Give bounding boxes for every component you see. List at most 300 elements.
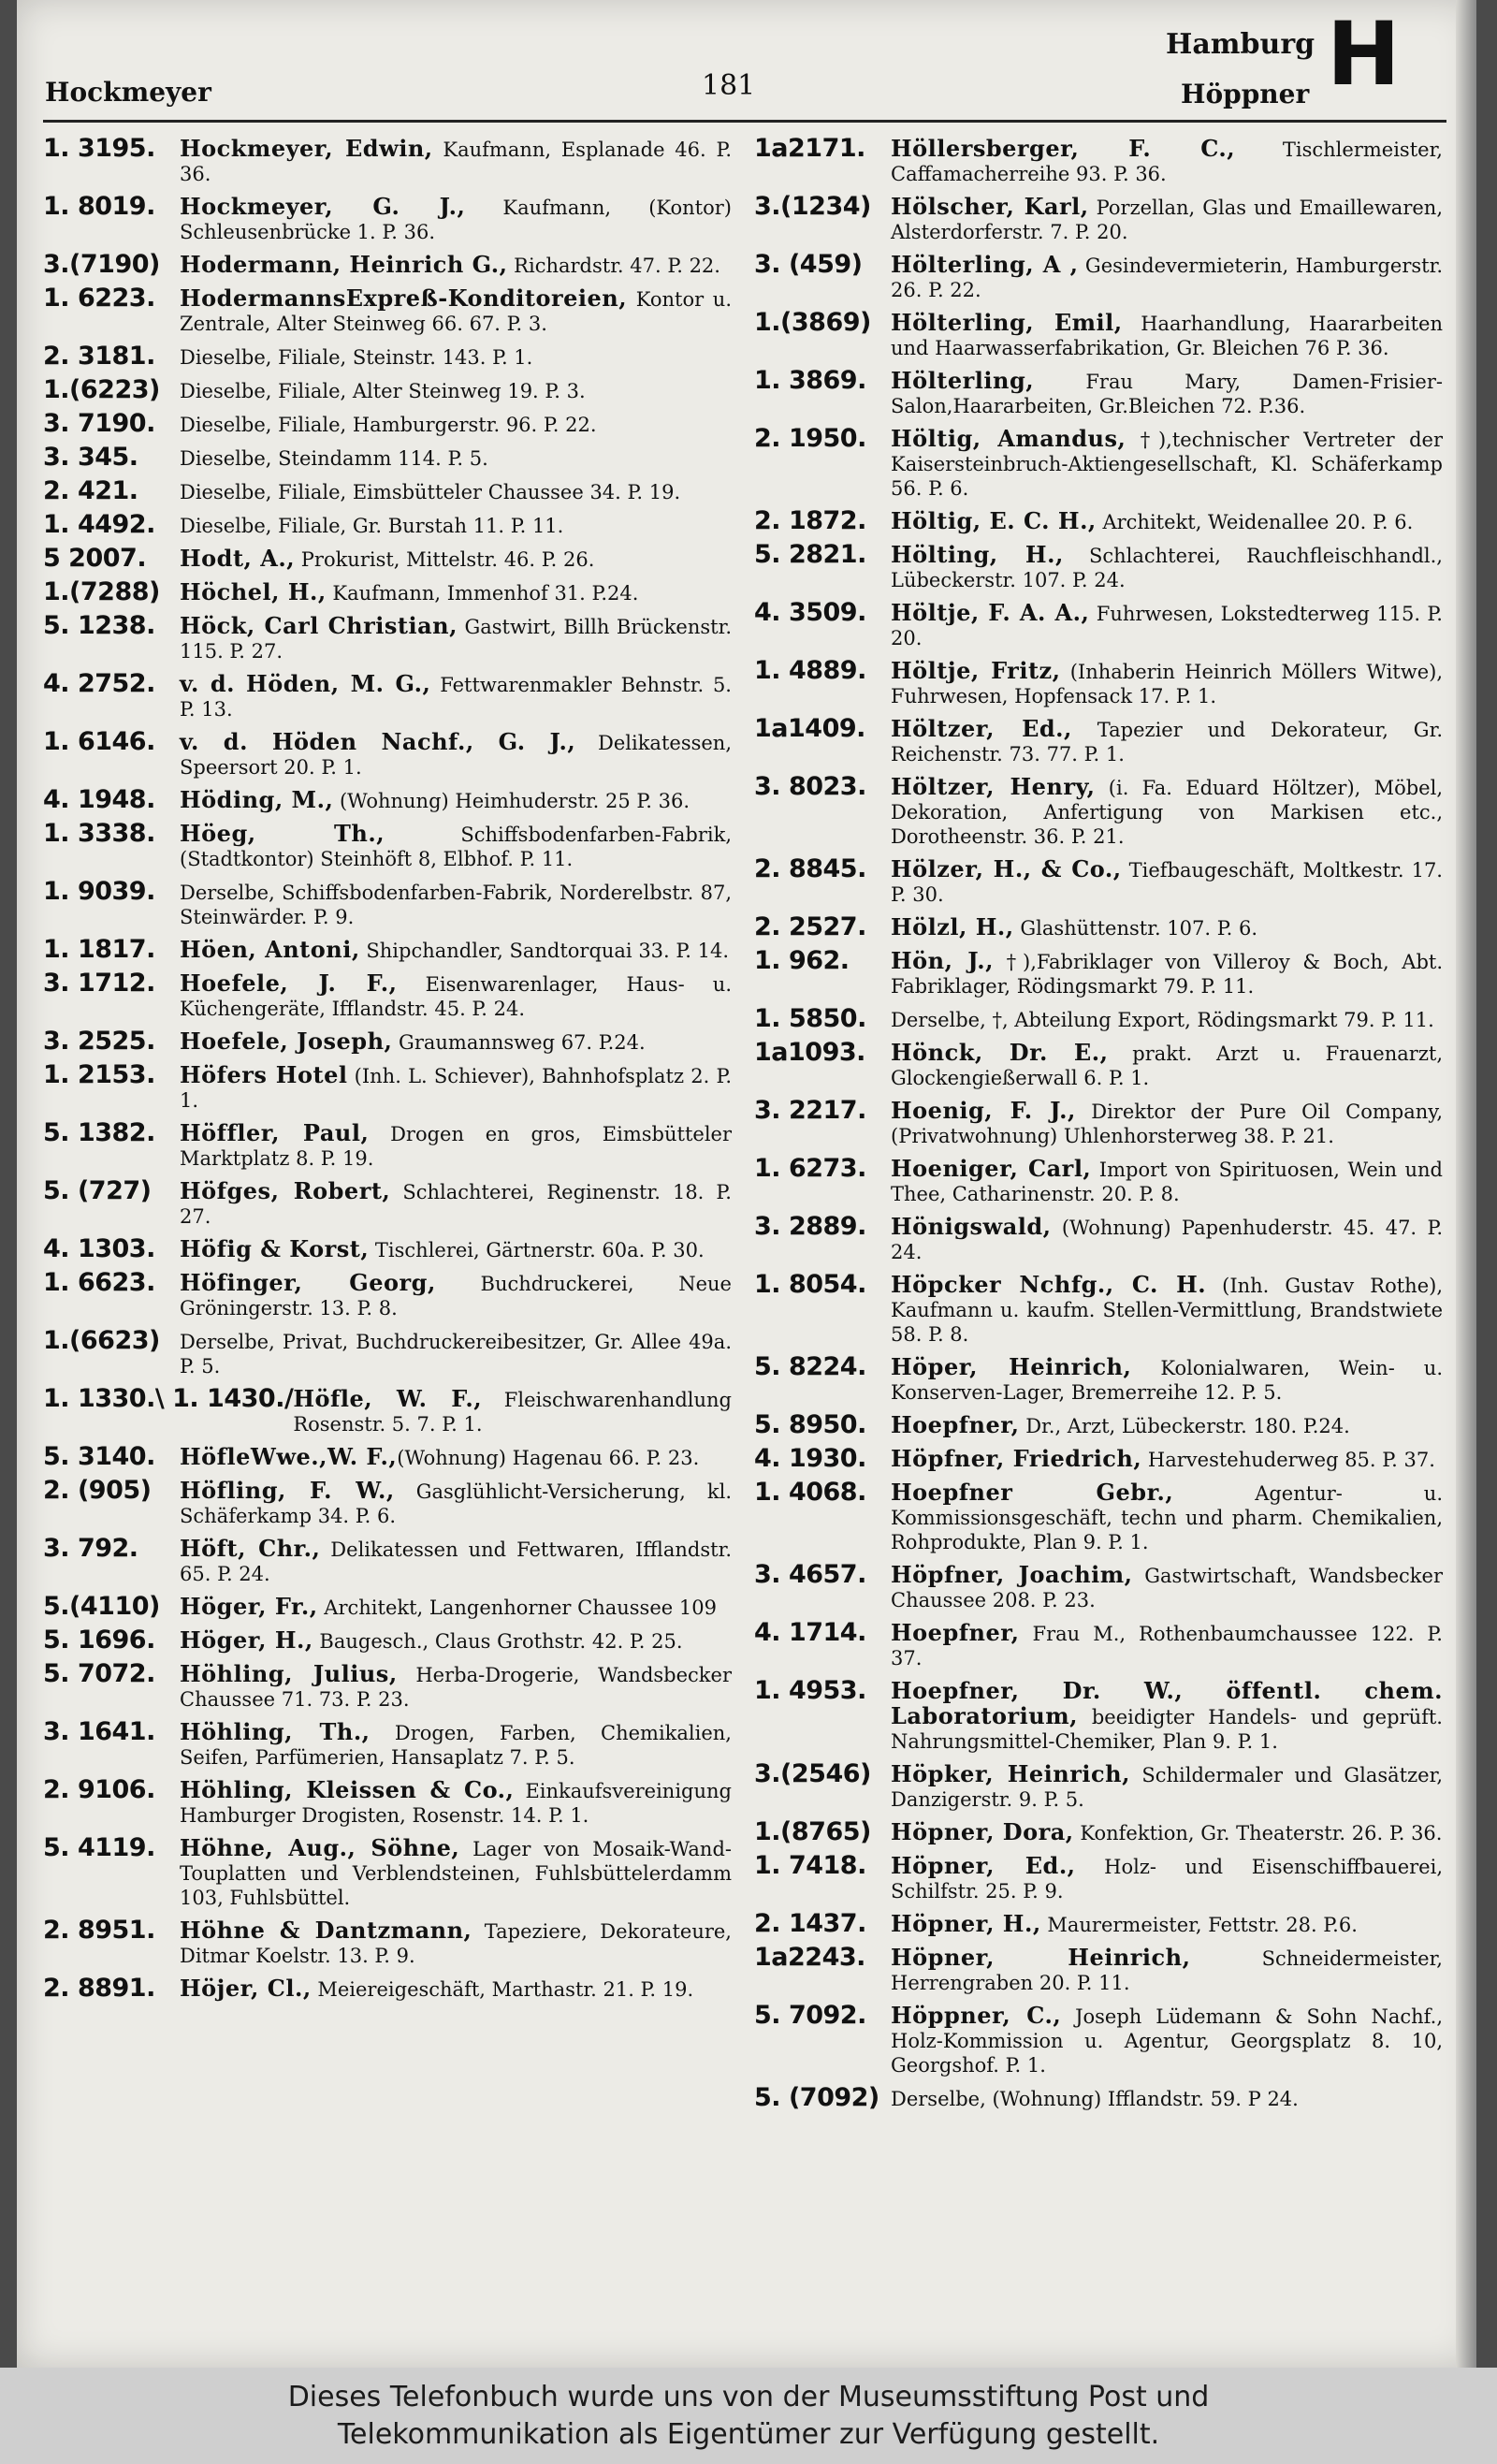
phone-number: 1a1093. [754, 1038, 865, 1067]
entry-name: Hoepfner, Dr. W., öffentl. chem. Laboratorium, [891, 1677, 1443, 1729]
entry-description: Dieselbe, Steindamm 114. P. 5. [180, 447, 488, 470]
entry-description: Agentur- u. Kommissionsgeschäft, techn und pharm. Chemikalien, Rohprodukte, Plan 9. P. 1. [891, 1482, 1443, 1553]
entry-name: Hoefele, J. F., [180, 970, 398, 997]
entry-name: Hönck, Dr. E., [891, 1039, 1109, 1066]
phone-number: 3. 8023. [754, 772, 866, 801]
entry-text [891, 137, 1446, 186]
entry-description: Fettwarenmakler Behnstr. 5. P. 13. [180, 674, 732, 721]
phone-number: 1. 7418. [754, 1851, 866, 1880]
entry-text [180, 1479, 735, 1528]
directory-entry [43, 344, 735, 370]
directory-entry [43, 669, 735, 722]
entry-description: Schlachterei, Rauchfleischhandl., Lübeckerstr. 107. P. 24. [891, 545, 1443, 591]
entry-description: Tischlermeister, Caffamacherreihe 93. P. 36. [891, 139, 1443, 185]
directory-entry [754, 1038, 1446, 1090]
entry-text [891, 1041, 1446, 1090]
entry-text [180, 1778, 735, 1828]
entry-description: Import von Spirituosen, Wein und Thee, Catharinenstr. 20. P. 8. [891, 1159, 1444, 1205]
header-left-name: Hockmeyer [45, 77, 211, 108]
entry-description: Delikatessen und Fettwaren, Ifflandstr. 65. P. 24. [180, 1538, 732, 1585]
phone-number: 2. 9106. [43, 1775, 155, 1804]
directory-entry [754, 1270, 1446, 1347]
directory-entry [754, 1943, 1446, 1995]
entry-name: Hölzl, H., [891, 913, 1014, 940]
directory-entry [754, 366, 1446, 418]
entry-description: Derselbe, (Wohnung) Ifflandstr. 59. P 24. [891, 2088, 1299, 2110]
entry-description: Prokurist, Mittelstr. 46. P. 26. [295, 548, 595, 571]
entry-description: Tapezier und Dekorateur, Gr. Reichenstr. 73. 77. P. 1. [891, 719, 1443, 765]
phone-number: 1. 8019. [43, 192, 155, 221]
directory-entry [754, 308, 1446, 360]
phone-number: 5. (727) [43, 1176, 152, 1205]
directory-entry [754, 506, 1446, 535]
directory-entry [43, 1176, 735, 1229]
phone-number: 2. 8951. [43, 1916, 155, 1945]
phone-number: 3. 1712. [43, 969, 155, 998]
entry-text [180, 137, 735, 186]
phone-number: 1a2243. [754, 1943, 865, 1972]
phone-number: 4. 2752. [43, 669, 155, 698]
entry-text [180, 445, 735, 471]
entry-text [891, 1563, 1446, 1612]
phone-number: 2. 8891. [43, 1974, 155, 2003]
entry-text [180, 1179, 735, 1229]
phone-number: 1. 1817. [43, 935, 155, 964]
entry-name: Höfers Hotel [180, 1061, 348, 1088]
entry-text [891, 775, 1446, 849]
entry-text [180, 547, 735, 572]
entry-text [180, 1836, 735, 1910]
entry-name: Höllersberger, F. C., [891, 135, 1236, 162]
entry-name: Hoepfner, [891, 1619, 1020, 1646]
directory-entry [754, 540, 1446, 592]
entry-text [891, 915, 1446, 940]
directory-entry [754, 656, 1446, 708]
entry-name: Höffler, Paul, [180, 1119, 370, 1146]
phone-number: 5. 7072. [43, 1659, 155, 1688]
directory-entry [43, 1384, 735, 1436]
phone-number: 2. 2527. [754, 912, 866, 941]
phone-number: 4. 3509. [754, 598, 866, 627]
directory-entry [754, 946, 1446, 999]
entry-text [180, 880, 735, 929]
directory-entry [754, 192, 1446, 244]
directory-entry [43, 134, 735, 186]
header-city: Hamburg [1166, 28, 1315, 61]
phone-number: 1. 1330.\ 1. 1430./ [43, 1384, 294, 1413]
phone-number: 3. 792. [43, 1534, 138, 1563]
entry-description: Frau Mary, Damen-Frisier-Salon,Haararbeiten, Gr.Bleichen 72. P.36. [891, 371, 1443, 417]
entry-name: Höltje, F. A. A., [891, 599, 1090, 626]
directory-entry [754, 424, 1446, 501]
entry-text [891, 1946, 1446, 1995]
footer-line-1: Dieses Telefonbuch wurde uns von der Museumsstiftung Post und [287, 2381, 1210, 2413]
directory-entry [43, 1476, 735, 1528]
entry-name: Hoefele, Joseph, [180, 1028, 393, 1055]
directory-entry [754, 1004, 1446, 1033]
directory-entry [754, 772, 1446, 849]
entry-description: Direktor der Pure Oil Company, (Privatwohnung) Uhlenhorsterweg 38. P. 21. [891, 1101, 1443, 1147]
entry-text [891, 659, 1446, 708]
entry-name: Hölterling, Emil, [891, 309, 1123, 336]
entry-text [180, 1121, 735, 1171]
footer-notice [0, 2368, 1497, 2464]
directory-entry [754, 1096, 1446, 1148]
entry-text [891, 1273, 1446, 1347]
phone-number: 3. 1641. [43, 1717, 155, 1746]
entry-description: Kaufmann, Immenhof 31. P.24. [326, 582, 639, 605]
entry-text [180, 1237, 735, 1262]
directory-entry [43, 1659, 735, 1712]
entry-name: Hölting, H., [891, 541, 1064, 568]
directory-entry [43, 877, 735, 929]
entry-description: Gastwirtschaft, Wandsbecker Chaussee 208. P. 23. [891, 1565, 1443, 1611]
phone-number: 1. 6146. [43, 727, 155, 756]
directory-entry [43, 1060, 735, 1113]
directory-entry [754, 714, 1446, 766]
directory-entry [43, 409, 735, 438]
entry-name: Höpner, Dora, [891, 1818, 1074, 1845]
entry-description: Tiefbaugeschäft, Moltkestr. 17. P. 30. [891, 859, 1443, 906]
header-right-name: Höppner [1181, 79, 1310, 109]
entry-description: Dieselbe, Filiale, Alter Steinweg 19. P. 3. [180, 380, 586, 402]
entry-description: Tischlerei, Gärtnerstr. 60a. P. 30. [369, 1239, 705, 1261]
entry-name: Höper, Heinrich, [891, 1353, 1132, 1380]
entry-name: Hoenig, F. J., [891, 1097, 1076, 1124]
directory-entry [754, 1560, 1446, 1612]
phone-number: 1.(3869) [754, 308, 871, 337]
entry-description: Gastwirt, Billh Brückenstr. 115. P. 27. [180, 616, 732, 663]
entry-name: Höpker, Heinrich, [891, 1760, 1130, 1787]
entry-name: Höltzer, Henry, [891, 773, 1096, 800]
entry-name: Höger, Fr., [180, 1593, 318, 1620]
entry-name: Höeg, Th., [180, 820, 385, 847]
entry-text [891, 1447, 1446, 1472]
phone-number: 4. 1303. [43, 1234, 155, 1263]
entry-text [891, 1820, 1446, 1845]
entry-name: Hoeniger, Carl, [891, 1155, 1092, 1182]
phone-number: 1.(6623) [43, 1326, 160, 1355]
directory-entry [43, 1628, 735, 1654]
entry-name: Hölzer, H., & Co., [891, 855, 1122, 882]
entry-text [891, 1480, 1446, 1554]
entry-description: (Wohnung) Hagenau 66. P. 23. [397, 1447, 700, 1469]
phone-number: 2. 3181. [43, 342, 155, 371]
phone-number: 1. 4068. [754, 1478, 866, 1507]
phone-number: 3. 2217. [754, 1096, 866, 1125]
entry-name: Hoepfner Gebr., [891, 1479, 1174, 1506]
entry-name: Höltje, Fritz, [891, 657, 1061, 684]
entry-name: Höft, Chr., [180, 1535, 321, 1562]
phone-number: 5. 2821. [754, 540, 866, 569]
entry-text [891, 369, 1446, 418]
entry-description: Harvestehuderweg 85. P. 37. [1141, 1449, 1435, 1471]
entry-text [180, 378, 735, 403]
entry-description: (Wohnung) Heimhuderstr. 25 P. 36. [333, 790, 690, 812]
directory-entry [43, 286, 735, 336]
entry-description: Schildermaler und Glasätzer, Danzigerstr. 9. P. 5. [891, 1764, 1443, 1811]
directory-page [17, 0, 1476, 2368]
entry-description: Eisenwarenlager, Haus- u. Küchengeräte, Ifflandstr. 45. P. 24. [180, 973, 732, 1020]
directory-entry [754, 912, 1446, 941]
phone-number: 1. 9039. [43, 877, 155, 906]
entry-name: Höltig, E. C. H., [891, 507, 1097, 534]
directory-entry [43, 1029, 735, 1055]
page-edge [1456, 0, 1476, 2368]
entry-description: Schlachterei, Reginenstr. 18. P. 27. [180, 1181, 732, 1228]
phone-number: 5. 8224. [754, 1352, 866, 1381]
phone-number: 5.(4110) [43, 1592, 160, 1621]
entry-text [180, 1918, 735, 1968]
left-column [43, 134, 735, 2010]
phone-number: 3. 345. [43, 443, 138, 472]
phone-number: 2. 8845. [754, 854, 866, 883]
entry-description: (Inhaberin Heinrich Möllers Witwe), Fuhrwesen, Hopfensack 17. P. 1. [891, 661, 1444, 707]
phone-number: 5. 1696. [43, 1626, 155, 1655]
entry-text [891, 427, 1446, 501]
phone-number: 1. 6223. [43, 284, 155, 313]
directory-entry [43, 476, 735, 505]
phone-number: 1. 4953. [754, 1676, 866, 1705]
phone-number: 5. (7092) [754, 2083, 879, 2112]
entry-name: Hodt, A., [180, 545, 296, 572]
phone-number: 1. 4889. [754, 656, 866, 685]
entry-description: Buchdruckerei, Neue Gröningerstr. 13. P. 8. [180, 1273, 732, 1319]
entry-description: †),Fabriklager von Villeroy & Boch, Abt. Fabriklager, Rödingsmarkt 79. P. 11. [891, 951, 1444, 998]
entry-name: HöfleWwe.,W. F., [180, 1443, 398, 1470]
phone-number: 2. (905) [43, 1476, 152, 1505]
directory-entry [43, 250, 735, 279]
entry-text [891, 543, 1446, 592]
entry-description: Graumannsweg 67. P.24. [392, 1031, 646, 1054]
entry-name: Hockmeyer, Edwin, [180, 135, 433, 162]
directory-entry [43, 577, 735, 606]
directory-entry [43, 1268, 735, 1320]
entry-name: Hölterling, [891, 367, 1035, 394]
entry-description: Dr., Arzt, Lübeckerstr. 180. P.24. [1019, 1415, 1350, 1437]
entry-description: Einkaufsvereinigung Hamburger Drogisten, Rosenstr. 14. P. 1. [180, 1780, 732, 1827]
entry-name: Höfig & Korst, [180, 1235, 370, 1262]
entry-text [293, 1387, 735, 1436]
phone-number: 1. 2153. [43, 1060, 155, 1089]
entry-text [180, 614, 735, 663]
phone-number: 1. 3869. [754, 366, 866, 395]
entry-text [180, 1537, 735, 1586]
entry-text [180, 344, 735, 370]
entry-text [891, 601, 1446, 650]
entry-description: Kaufmann, Esplanade 46. P. 36. [180, 139, 732, 185]
entry-description: †),technischer Vertreter der Kaisersteinbruch-Aktiengesellschaft, Kl. Schäferkamp 56. P. 6. [891, 429, 1443, 500]
entry-description: Fleischwarenhandlung Rosenstr. 5. 7. P. 1. [293, 1389, 732, 1436]
entry-text [891, 1912, 1446, 1937]
entry-description: Konfektion, Gr. Theaterstr. 26. P. 36. [1073, 1822, 1443, 1844]
section-letter: H [1327, 4, 1401, 106]
directory-entry [43, 510, 735, 539]
entry-text [180, 822, 735, 871]
entry-name: Höpner, H., [891, 1910, 1041, 1937]
entry-name: Höjer, Cl., [180, 1975, 312, 2002]
entry-text [891, 1762, 1446, 1812]
entry-name: Höen, Antoni, [180, 936, 360, 963]
directory-entry [754, 1212, 1446, 1264]
entry-text [180, 286, 735, 336]
entry-name: Hölterling, A , [891, 251, 1079, 278]
entry-name: Höpcker Nchfg., C. H. [891, 1271, 1207, 1298]
entry-name: Höppner, C., [891, 2002, 1062, 2029]
phone-number: 1. 3338. [43, 819, 155, 848]
phone-number: 1. 4492. [43, 510, 155, 539]
entry-description: Richardstr. 47. P. 22. [507, 255, 720, 277]
entry-description: Architekt, Langenhorner Chaussee 109 [317, 1596, 717, 1619]
entry-name: Höpfner, Friedrich, [891, 1445, 1142, 1472]
entry-text [891, 717, 1446, 766]
entry-text [891, 1355, 1446, 1405]
directory-entry [754, 2001, 1446, 2078]
entry-text [180, 580, 735, 605]
directory-entry [43, 819, 735, 871]
phone-number: 1. 962. [754, 946, 850, 975]
entry-text [891, 509, 1446, 534]
directory-entry [43, 1326, 735, 1378]
entry-description: (Inh. L. Schiever), Bahnhofsplatz 2. P. 1. [180, 1065, 732, 1112]
directory-entry [754, 2083, 1446, 2112]
entry-text [891, 311, 1446, 360]
phone-number: 3. (459) [754, 250, 863, 279]
entry-description: Schiffsbodenfarben-Fabrik, (Stadtkontor) Steinhöft 8, Elbhof. P. 11. [180, 824, 733, 870]
directory-entry [754, 598, 1446, 650]
directory-entry [43, 727, 735, 780]
phone-number: 1. 8054. [754, 1270, 866, 1299]
directory-entry [754, 1851, 1446, 1903]
entry-text [891, 1854, 1446, 1903]
entry-name: Höpner, Ed., [891, 1852, 1076, 1879]
entry-name: HodermannsExpreß-Konditoreien, [180, 284, 628, 312]
entry-description: Derselbe, †, Abteilung Export, Rödingsmarkt 79. P. 11. [891, 1009, 1434, 1031]
phone-number: 2. 1437. [754, 1909, 866, 1938]
phone-number: 5. 1238. [43, 611, 155, 640]
phone-number: 2. 421. [43, 476, 138, 505]
phone-number: 4. 1714. [754, 1618, 866, 1647]
directory-entry [754, 854, 1446, 907]
entry-text [891, 253, 1446, 302]
entry-description: Shipchandler, Sandtorquai 33. P. 14. [359, 940, 730, 962]
directory-entry [43, 611, 735, 663]
phone-number: 5. 4119. [43, 1833, 155, 1862]
directory-entry [43, 1833, 735, 1910]
phone-number: 1a2171. [754, 134, 865, 163]
entry-name: v. d. Höden Nachf., G. J., [180, 728, 576, 755]
entry-text [180, 672, 735, 722]
directory-entry [43, 1976, 735, 2002]
entry-description: prakt. Arzt u. Frauenarzt, Glockengießerwall 6. P. 1. [891, 1042, 1443, 1089]
phone-number: 4. 1948. [43, 785, 155, 814]
entry-description: Gasglühlicht-Versicherung, kl. Schäferkamp 34. P. 6. [180, 1480, 732, 1527]
right-column [754, 134, 1446, 2120]
entry-name: Höpner, Heinrich, [891, 1944, 1191, 1971]
entry-name: Höfle, W. F., [293, 1385, 483, 1412]
entry-text [891, 1099, 1446, 1148]
entry-text [180, 1445, 735, 1470]
entry-description: Dieselbe, Filiale, Hamburgerstr. 96. P. 22. [180, 414, 597, 436]
directory-entry [43, 1717, 735, 1770]
entry-text [180, 513, 735, 538]
directory-entry [754, 1352, 1446, 1405]
phone-number: 3. 4657. [754, 1560, 866, 1589]
phone-number: 5. 8950. [754, 1410, 866, 1439]
entry-description: Lager von Mosaik-Wand-Touplatten und Verblendsteinen, Fuhlsbüttelerdamm 103, Fuhlsbüttel. [180, 1838, 732, 1909]
entry-name: Höhne, Aug., Söhne, [180, 1834, 460, 1861]
directory-entry [43, 1918, 735, 1968]
entry-text [180, 788, 735, 813]
entry-name: Höfges, Robert, [180, 1177, 391, 1204]
directory-entry [43, 192, 735, 244]
directory-entry [754, 1154, 1446, 1206]
entry-description: Frau M., Rothenbaumchaussee 122. P. 37. [891, 1623, 1443, 1669]
directory-entry [754, 1676, 1446, 1754]
directory-entry [43, 1442, 735, 1471]
entry-description: Kolonialwaren, Wein- u. Konserven-Lager, Bremerreihe 12. P. 5. [891, 1357, 1443, 1404]
phone-number: 3.(7190) [43, 250, 160, 279]
entry-text [891, 949, 1446, 999]
entry-name: Höltig, Amandus, [891, 425, 1126, 452]
entry-description: Delikatessen, Speersort 20. P. 1. [180, 732, 732, 779]
entry-text [180, 479, 735, 504]
directory-entry [43, 785, 735, 814]
entry-description: Dieselbe, Filiale, Gr. Burstah 11. P. 11. [180, 515, 564, 537]
entry-text [180, 1628, 735, 1654]
directory-entry [754, 134, 1446, 186]
entry-name: Höck, Carl Christian, [180, 612, 458, 639]
entry-text [891, 2086, 1446, 2111]
entry-name: Höger, H., [180, 1626, 313, 1654]
entry-text [891, 857, 1446, 907]
directory-entry [43, 1592, 735, 1621]
entry-name: v. d. Höden, M. G., [180, 670, 431, 697]
entry-name: Höhne & Dantzmann, [180, 1917, 472, 1944]
entry-description: Joseph Lüdemann & Sohn Nachf., Holz-Kommission u. Agentur, Georgsplatz 8. 10, Georgshof. P. 1. [891, 2005, 1444, 2077]
phone-number: 3. 2525. [43, 1027, 155, 1056]
entry-name: Hodermann, Heinrich G., [180, 251, 508, 278]
entry-description: Derselbe, Schiffsbodenfarben-Fabrik, Norderelbstr. 87, Steinwärder. P. 9. [180, 882, 732, 928]
entry-name: Höchel, H., [180, 578, 327, 605]
directory-entry [43, 375, 735, 404]
phone-number: 3. 7190. [43, 409, 155, 438]
entry-name: Hön, J., [891, 947, 994, 974]
directory-entry [754, 250, 1446, 302]
entry-description: Dieselbe, Filiale, Steinstr. 143. P. 1. [180, 346, 533, 369]
directory-entry [43, 971, 735, 1021]
phone-number: 4. 1930. [754, 1444, 866, 1473]
directory-entry [754, 1444, 1446, 1473]
entry-text [891, 195, 1446, 244]
phone-number: 1a1409. [754, 714, 865, 743]
phone-number: 1.(8765) [754, 1817, 871, 1846]
entry-text [891, 1215, 1446, 1264]
phone-number: 1. 6273. [754, 1154, 866, 1183]
entry-name: Höhling, Kleissen & Co., [180, 1776, 515, 1803]
entry-text [891, 1007, 1446, 1032]
entry-name: Höfinger, Georg, [180, 1269, 436, 1296]
phone-number: 5. 1382. [43, 1118, 155, 1147]
phone-number: 3.(1234) [754, 192, 871, 221]
entry-text [180, 253, 735, 278]
header-rule [43, 120, 1446, 123]
entry-text [180, 1063, 735, 1113]
entry-description: Kontor u. Zentrale, Alter Steinweg 66. 67. P. 3. [180, 288, 732, 335]
entry-description: (i. Fa. Eduard Höltzer), Möbel, Dekoration, Anfertigung von Markisen etc., Dorotheenstr. 36. P. 21. [891, 777, 1443, 848]
entry-description: Glashüttenstr. 107. P. 6. [1013, 917, 1257, 940]
entry-name: Höltzer, Ed., [891, 715, 1072, 742]
